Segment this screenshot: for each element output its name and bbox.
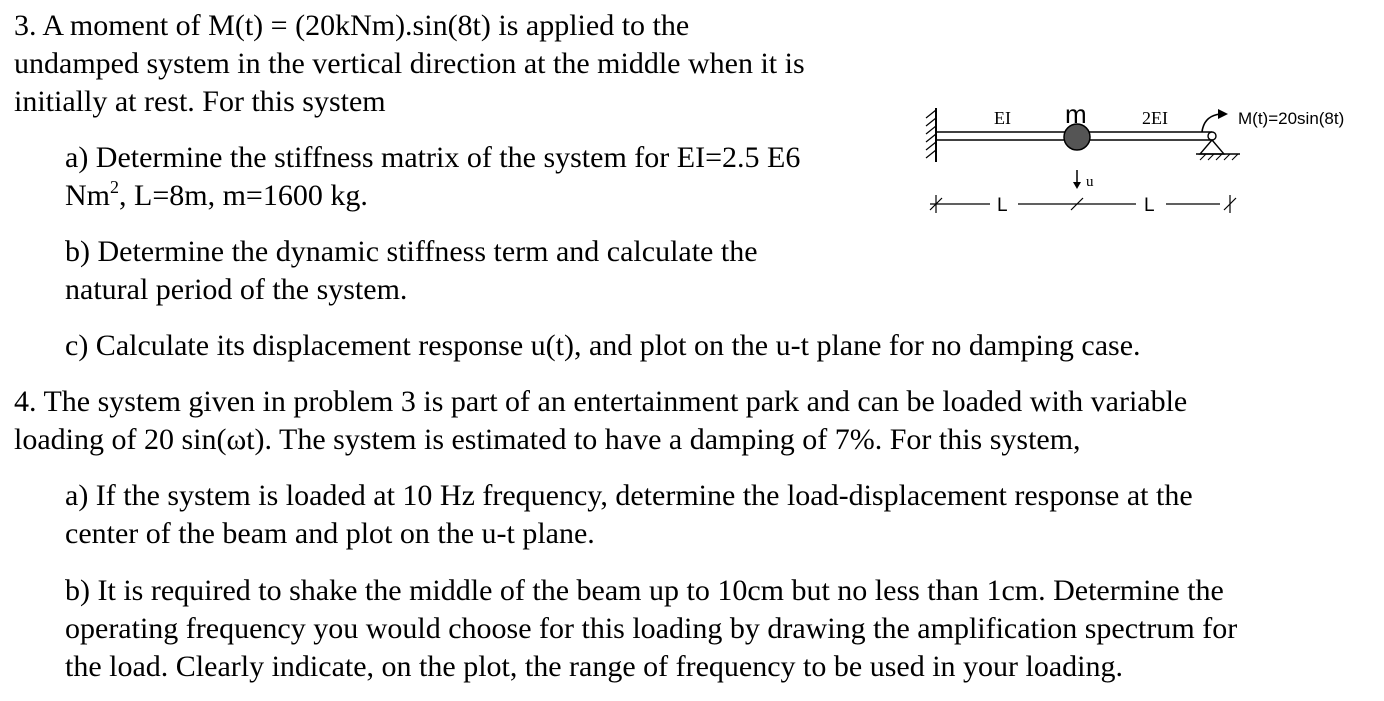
problem4-line1: 4. The system given in problem 3 is part of an entertainment park and can be loaded with variable <box>14 385 1188 418</box>
label-moment: M(t)=20sin(8t) <box>1238 109 1345 128</box>
problem4-part-a-line1: a) If the system is loaded at 10 Hz frequency, determine the load-displacement response at the <box>65 479 1193 512</box>
label-l-right: L <box>1144 195 1155 216</box>
fixed-support-left <box>926 108 936 162</box>
problem4-part-b-line3: the load. Clearly indicate, on the plot, the range of frequency to be used in your loading. <box>65 650 1124 683</box>
displacement-arrow-icon <box>1073 170 1081 189</box>
problem3-part-a-line2 <box>65 178 368 214</box>
problem4-part-b-line1: b) It is required to shake the middle of the beam up to 10cm but no less than 1cm. Determine the <box>65 574 1224 607</box>
problem3-line3: initially at rest. For this system <box>14 85 386 118</box>
label-u: u <box>1086 174 1094 190</box>
problem4-part-a-line2: center of the beam and plot on the u-t plane. <box>65 517 595 550</box>
pin-support-right <box>1196 132 1240 160</box>
beam-diagram <box>920 98 1380 223</box>
superscript-2: 2 <box>110 177 119 197</box>
dimension-line <box>930 195 1236 213</box>
problem4-part-b-line2: operating frequency you would choose for this loading by drawing the amplification spectrum for <box>65 612 1238 645</box>
problem3-line1: 3. A moment of M(t) = (20kNm).sin(8t) is applied to the <box>14 9 690 42</box>
label-ei: EI <box>994 108 1011 128</box>
problem3-line2: undamped system in the vertical direction at the middle when it is <box>14 47 805 80</box>
problem3-part-b-line2: natural period of the system. <box>65 273 408 306</box>
units-nm: Nm <box>65 179 110 212</box>
moment-arrow-icon <box>1202 109 1228 132</box>
problem4-line2: loading of 20 sin(ωt). The system is estimated to have a damping of 7%. For this system, <box>14 423 1081 456</box>
problem3-part-c-line1: c) Calculate its displacement response u(t), and plot on the u-t plane for no damping case. <box>65 329 1141 362</box>
label-l-left: L <box>997 195 1008 216</box>
problem3-part-b-line1: b) Determine the dynamic stiffness term and calculate the <box>65 235 758 268</box>
part-a-params: , L=8m, m=1600 kg. <box>119 179 368 212</box>
problem3-part-a-line1: a) Determine the stiffness matrix of the system for EI=2.5 E6 <box>65 141 801 174</box>
label-2ei: 2EI <box>1142 108 1168 128</box>
label-mass: m <box>1065 99 1087 129</box>
